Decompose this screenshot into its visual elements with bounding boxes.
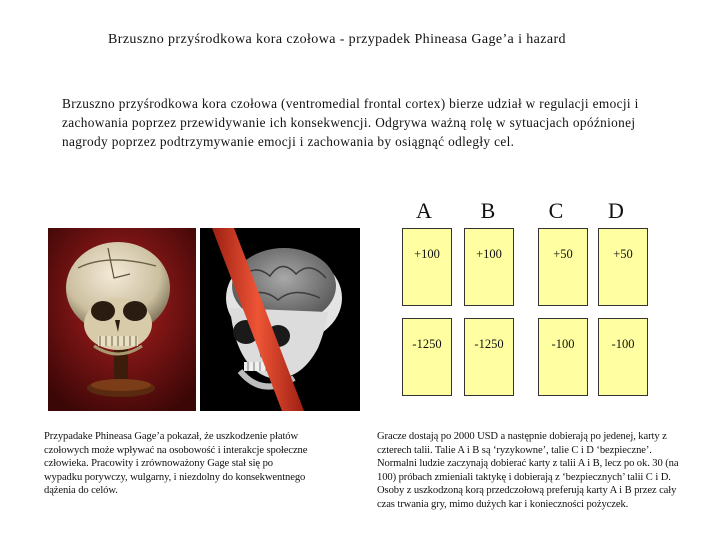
deck-c-gain: +50 [553, 247, 573, 261]
deck-c-loss-card [538, 318, 588, 396]
deck-c-loss: -100 [551, 337, 575, 351]
gage-skull-photo [48, 228, 196, 411]
gage-reconstruction-image [200, 228, 360, 411]
deck-b-loss-card [464, 318, 514, 396]
deck-b-gain: +100 [476, 247, 502, 261]
deck-a-gain: +100 [414, 247, 440, 261]
deck-label-a: A [416, 198, 432, 223]
deck-c-gain-card [538, 228, 588, 306]
deck-label-b: B [480, 198, 496, 223]
deck-a-loss: -1250 [412, 337, 442, 351]
deck-d-loss-card [598, 318, 648, 396]
deck-a-loss-card [402, 318, 452, 396]
deck-d-gain-card [598, 228, 648, 306]
gambling-task-caption: Gracze dostają po 2000 USD a następnie dobierają po jedenej, karty z czterech talii. Talie A i B są ‘ryzykowne’, talie C i D ‘bezpieczne’. Normalni ludzie zaczynają dobierać karty z talii A i B, lecz po ok. 30 (na 100) próbach zmieniali taktykę i dobierają z ‘bezpiecznych’ talii C i D. Osoby z uszkodzoną korą przedczołową preferują karty A i B przez cały czas trwania gry, mimo dużych kar i konieczności pożyczek. [377, 431, 679, 510]
intro-paragraph: Brzuszno przyśrodkowa kora czołowa (ventromedial frontal cortex) bierze udział w regulacji emocji i zachowania poprzez przewidywanie ich konsekwencji. Odgrywa ważną rolę w sytuacjach opóźnionej nagrody poprzez podtrzymywanie emocji i zachowania by osiągnąć odległy cel. [62, 96, 639, 149]
deck-b-loss: -1250 [474, 337, 504, 351]
deck-b-gain-card [464, 228, 514, 306]
deck-label-d: D [608, 198, 624, 223]
gage-caption: Przypadake Phineasa Gage’a pokazał, że uszkodzenie płatów czołowych może wpływać na osobowość i interakcje społeczne człowieka. Pracowity i zrównoważony Gage stał się po wypadku porywczy, wulgarny, i niezdolny do konsekwentnego dążenia do celów. [44, 431, 308, 496]
deck-label-c: C [548, 198, 564, 223]
deck-d-loss: -100 [611, 337, 635, 351]
deck-a-gain-card [402, 228, 452, 306]
slide-title: Brzuszno przyśrodkowa kora czołowa - przypadek Phineasa Gage’a i hazard [108, 32, 566, 47]
deck-d-gain: +50 [613, 247, 633, 261]
